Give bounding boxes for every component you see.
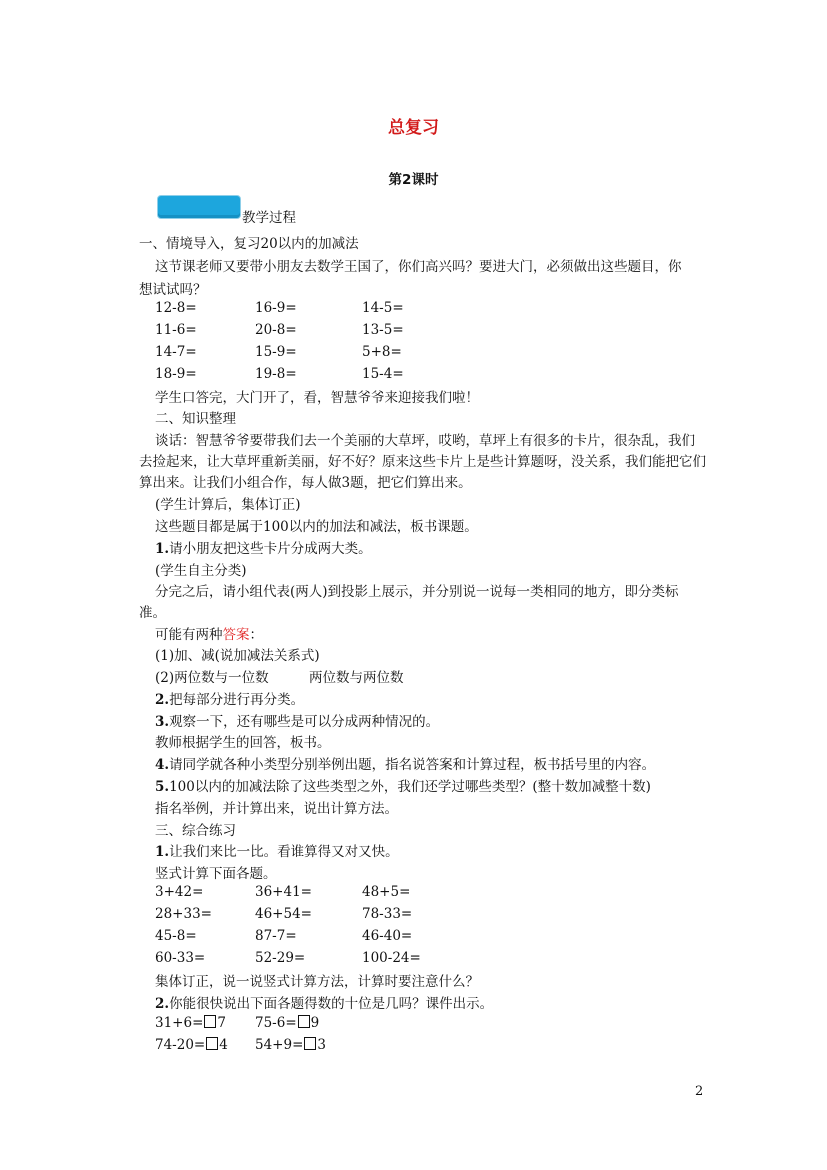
problem: 14-7= [155,344,197,360]
blank-tail: 9 [310,1015,320,1031]
problem: 36+41= [255,884,312,900]
q2-number: 2. [155,692,170,708]
problem: 18-9= [155,366,197,382]
q5-number: 5. [155,779,170,795]
q1-number: 1. [155,541,170,557]
s3-p1b: 竖式计算下面各题。 [155,866,277,882]
blank-problem [155,1037,228,1053]
answer-prefix: 可能有两种 [155,627,223,643]
s2-q5b: 指名举例，并计算出来，说出计算方法。 [155,801,398,817]
s3-p2 [155,992,493,1012]
s2-q3 [155,710,439,730]
answer-suffix: ： [249,627,263,643]
section-header: 教学过程 [242,210,296,226]
problem: 48+5= [362,884,411,900]
p2-text: 你能很快说出下面各题得数的十位是几吗？课件出示。 [169,996,494,1012]
problem: 3+42= [155,884,204,900]
blank-eq: 31+6= [155,1015,204,1031]
blank-problem [155,1015,226,1031]
answer-box [298,1015,310,1028]
s3-p1 [155,840,399,860]
q1-text: 请小朋友把这些卡片分成两大类。 [169,541,372,557]
blank-tail: 3 [317,1037,326,1053]
s2-q2 [155,688,304,708]
lesson-label: 第2课时 [388,172,439,188]
q4-text: 请同学就各种小类型分别举例出题，指名说答案和计算过程，板书括号里的内容。 [169,757,656,773]
answer-box [206,1037,218,1050]
problem: 46+54= [255,906,312,922]
p2-number: 2. [155,996,170,1012]
s2-talk-line3: 算出来。让我们小组合作，每人做3题，把它们算出来。 [139,475,472,491]
problem: 5+8= [362,344,402,360]
s2-teacher: 教师根据学生的回答，板书。 [155,735,331,751]
p1-number: 1. [155,844,170,860]
problem: 60-33= [155,950,206,966]
problem: 45-8= [155,928,197,944]
p1-text: 让我们来比一比。看谁算得又对又快。 [169,844,399,860]
problem: 46-40= [362,928,413,944]
s2-option2a: (2)两位数与一位数 [155,670,269,686]
s2-note1: (学生计算后，集体订正) [155,497,301,513]
problem: 20-8= [255,322,297,338]
q3-text: 观察一下，还有哪些是可以分成两种情况的。 [169,714,440,730]
answer-box [304,1037,316,1050]
page-number: 2 [695,1084,704,1099]
problem: 78-33= [362,906,413,922]
s2-talk-line2: 去捡起来，让大草坪重新美丽，好不好？原来这些卡片上是些计算题呀，没关系，我们能把它们 [139,454,706,470]
blank-eq: 54+9= [255,1037,304,1053]
s1-heading: 一、情境导入，复习20以内的加减法 [139,236,359,252]
s2-option1: (1)加、减(说加减法关系式) [155,648,320,664]
q2-text: 把每部分进行再分类。 [169,692,305,708]
blank-tail: 4 [219,1037,228,1053]
q4-number: 4. [155,757,170,773]
problem: 14-5= [362,300,404,316]
s2-discuss-line1: 分完之后，请小组代表(两人)到投影上展示，并分别说一说每一类相同的地方，即分类标 [155,584,679,600]
problem: 19-8= [255,366,297,382]
s2-answer-line [155,623,263,643]
q3-number: 3. [155,714,170,730]
blank-tail: 7 [217,1015,226,1031]
blank-problem [255,1037,326,1053]
s1-intro-line1: 这节课老师又要带小朋友去数学王国了，你们高兴吗？要进大门，必须做出这些题目，你 [155,259,682,275]
problem: 12-8= [155,300,197,316]
s3-heading: 三、综合练习 [155,823,236,839]
s2-topic: 这些题目都是属于100以内的加法和减法，板书课题。 [155,519,478,535]
answer-box [204,1015,216,1028]
problem: 28+33= [155,906,212,922]
s2-heading: 二、知识整理 [155,411,236,427]
problem: 16-9= [255,300,297,316]
s2-option2b: 两位数与两位数 [309,670,404,686]
q5-text: 100以内的加减法除了这些类型之外，我们还学过哪些类型？(整十数加减整十数) [169,779,651,795]
problem: 11-6= [155,322,197,338]
page-title: 总复习 [388,118,439,138]
problem: 100-24= [362,950,421,966]
blank-eq: 74-20= [155,1037,206,1053]
blank-problem [255,1015,319,1031]
s2-q1 [155,537,372,557]
s2-note2: (学生自主分类) [155,563,247,579]
section-badge [157,195,241,219]
problem: 52-29= [255,950,306,966]
problem: 15-9= [255,344,297,360]
s2-q4 [155,753,655,773]
answer-word: 答案 [222,627,250,643]
s1-intro-line2: 想试试吗？ [139,282,207,298]
s1-after: 学生口答完，大门开了，看，智慧爷爷来迎接我们啦！ [155,390,479,406]
blank-eq: 75-6= [255,1015,297,1031]
s2-talk-line1: 谈话：智慧爷爷要带我们去一个美丽的大草坪，哎哟，草坪上有很多的卡片，很杂乱，我们 [155,433,695,449]
s2-q5 [155,775,651,795]
problem: 13-5= [362,322,404,338]
problem: 15-4= [362,366,404,382]
s2-discuss-line2: 准。 [139,605,166,621]
problem: 87-7= [255,928,297,944]
s3-check: 集体订正，说一说竖式计算方法，计算时要注意什么？ [155,974,479,990]
